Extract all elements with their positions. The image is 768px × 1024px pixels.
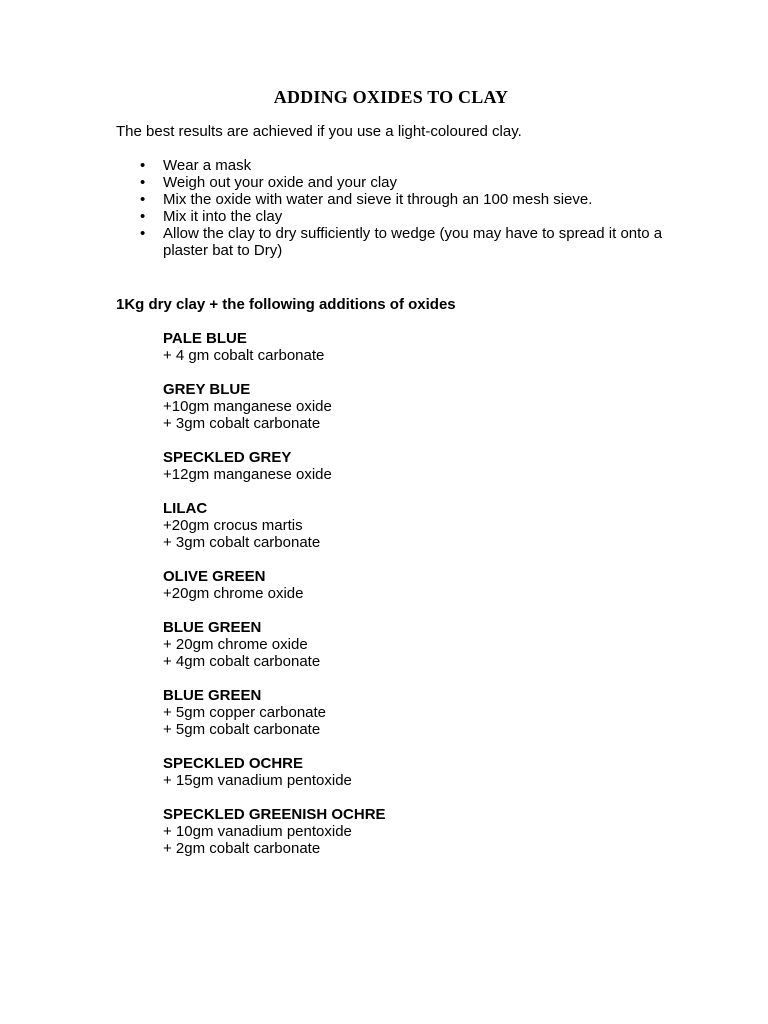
step-text: Mix the oxide with water and sieve it through an 100 mesh sieve. [163,191,593,208]
step-item [116,191,676,208]
recipe-ingredient: + 5gm copper carbonate [163,704,327,721]
bullet-icon: • [140,225,146,242]
bullet-icon: • [140,174,146,191]
recipe-ingredient: + 20gm chrome oxide [163,636,308,653]
recipe-name: BLUE GREEN [163,687,262,704]
recipe-name: LILAC [163,500,208,517]
recipe-speckled-greenish-ochre [163,806,643,857]
step-item [116,174,676,191]
recipe-name: SPECKLED GREENISH OCHRE [163,806,386,823]
bullet-icon: • [140,157,146,174]
intro-text: The best results are achieved if you use a light-coloured clay. [116,123,522,140]
recipe-ingredient: + 2gm cobalt carbonate [163,840,321,857]
document-title: ADDING OXIDES TO CLAY [273,87,509,107]
recipe-olive-green [163,568,643,602]
recipe-ingredient: +20gm crocus martis [163,517,303,534]
recipe-ingredient: +10gm manganese oxide [163,398,332,415]
recipe-speckled-ochre [163,755,643,789]
base-heading: 1Kg dry clay + the following additions of oxides [116,296,456,313]
step-text: Weigh out your oxide and your clay [163,174,398,191]
recipe-name: GREY BLUE [163,381,251,398]
step-item [116,225,676,259]
recipe-ingredient: + 4 gm cobalt carbonate [163,347,325,364]
bullet-icon: • [140,208,146,225]
recipe-blue-green-chrome [163,619,643,670]
recipe-list [163,330,643,874]
recipe-ingredient: + 4gm cobalt carbonate [163,653,321,670]
recipe-ingredient: +20gm chrome oxide [163,585,304,602]
recipe-lilac [163,500,643,551]
recipe-pale-blue [163,330,643,364]
steps-list [116,157,676,259]
recipe-name: OLIVE GREEN [163,568,266,585]
recipe-name: PALE BLUE [163,330,247,347]
recipe-ingredient: + 3gm cobalt carbonate [163,415,321,432]
step-text: Allow the clay to dry sufficiently to wedge (you may have to spread it onto a plaster bat to Dry) [163,225,663,259]
step-item [116,157,676,174]
step-text: Mix it into the clay [163,208,283,225]
bullet-icon: • [140,191,146,208]
recipe-ingredient: + 3gm cobalt carbonate [163,534,321,551]
recipe-name: SPECKLED OCHRE [163,755,304,772]
recipe-speckled-grey [163,449,643,483]
step-text: Wear a mask [163,157,252,174]
recipe-grey-blue [163,381,643,432]
recipe-ingredient: +12gm manganese oxide [163,466,332,483]
recipe-ingredient: + 10gm vanadium pentoxide [163,823,352,840]
recipe-name: BLUE GREEN [163,619,262,636]
recipe-name: SPECKLED GREY [163,449,292,466]
recipe-ingredient: + 5gm cobalt carbonate [163,721,321,738]
recipe-ingredient: + 15gm vanadium pentoxide [163,772,352,789]
recipe-blue-green-copper [163,687,643,738]
step-item [116,208,676,225]
